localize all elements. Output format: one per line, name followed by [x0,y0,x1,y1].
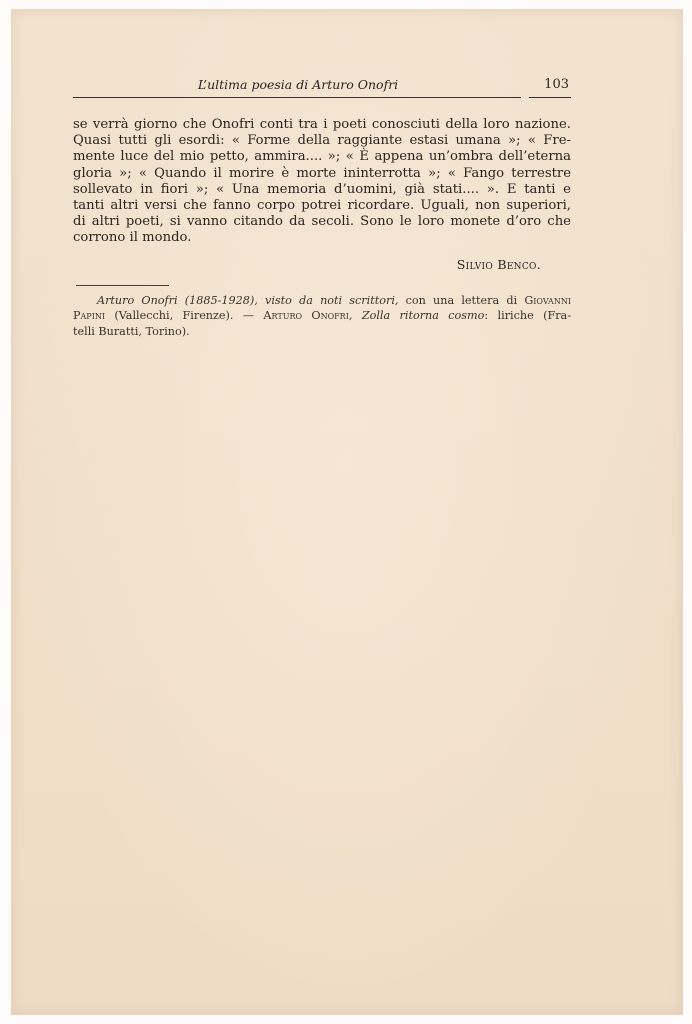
header-rule [73,97,521,98]
footnote-line [73,308,571,323]
body-paragraph [73,117,571,247]
footnote-book-title: Zolla ritorna cosmo [361,309,485,323]
footnote-line [73,293,571,308]
footnote-text: con una lettera di [398,294,525,307]
author-signature: Silvio Benco. [456,257,541,272]
book-page [11,9,683,1015]
footnote [73,293,571,339]
footnote-book-title: Arturo Onofri (1885-1928), visto da noti scrittori, [97,294,399,307]
text-line: sollevato in fiori »; « Una memoria d’uomini, già stati.... ». E tanti e [73,181,571,197]
footnote-text: : liriche (Fra- [484,309,572,323]
text-line: gloria »; « Quando il morire è morte ininterrotta »; « Fango terrestre [73,165,571,181]
page-number: 103 [544,77,569,92]
footnote-name: Giovanni [524,294,571,307]
footnote-name: Papini [73,309,106,323]
text-line: mente luce del mio petto, ammira.... »; « È appena un’ombra dell’eterna [73,149,571,165]
text-line: se verrà giorno che Onofri conti tra i poeti conosciuti della loro nazione. [73,117,571,132]
footnote-author: Arturo Onofri, [263,309,353,323]
text-line: corrono il mondo. [73,230,192,246]
running-title: L’ultima poesia di Arturo Onofri [197,77,399,92]
footnote-rule [76,285,169,286]
page-number-rule [529,97,571,98]
text-line: Quasi tutti gli esordi: « Forme della raggiante estasi umana »; « Fre- [73,133,571,149]
text-line: tanti altri versi che fanno corpo potrei ricordare. Uguali, non superiori, [73,198,571,214]
footnote-line: telli Buratti, Torino). [73,324,190,338]
footnote-text: (Vallecchi, Firenze). — [105,309,264,323]
page-header [73,77,571,99]
text-line: di altri poeti, si vanno citando da secoli. Sono le loro monete d’oro che [73,214,571,230]
